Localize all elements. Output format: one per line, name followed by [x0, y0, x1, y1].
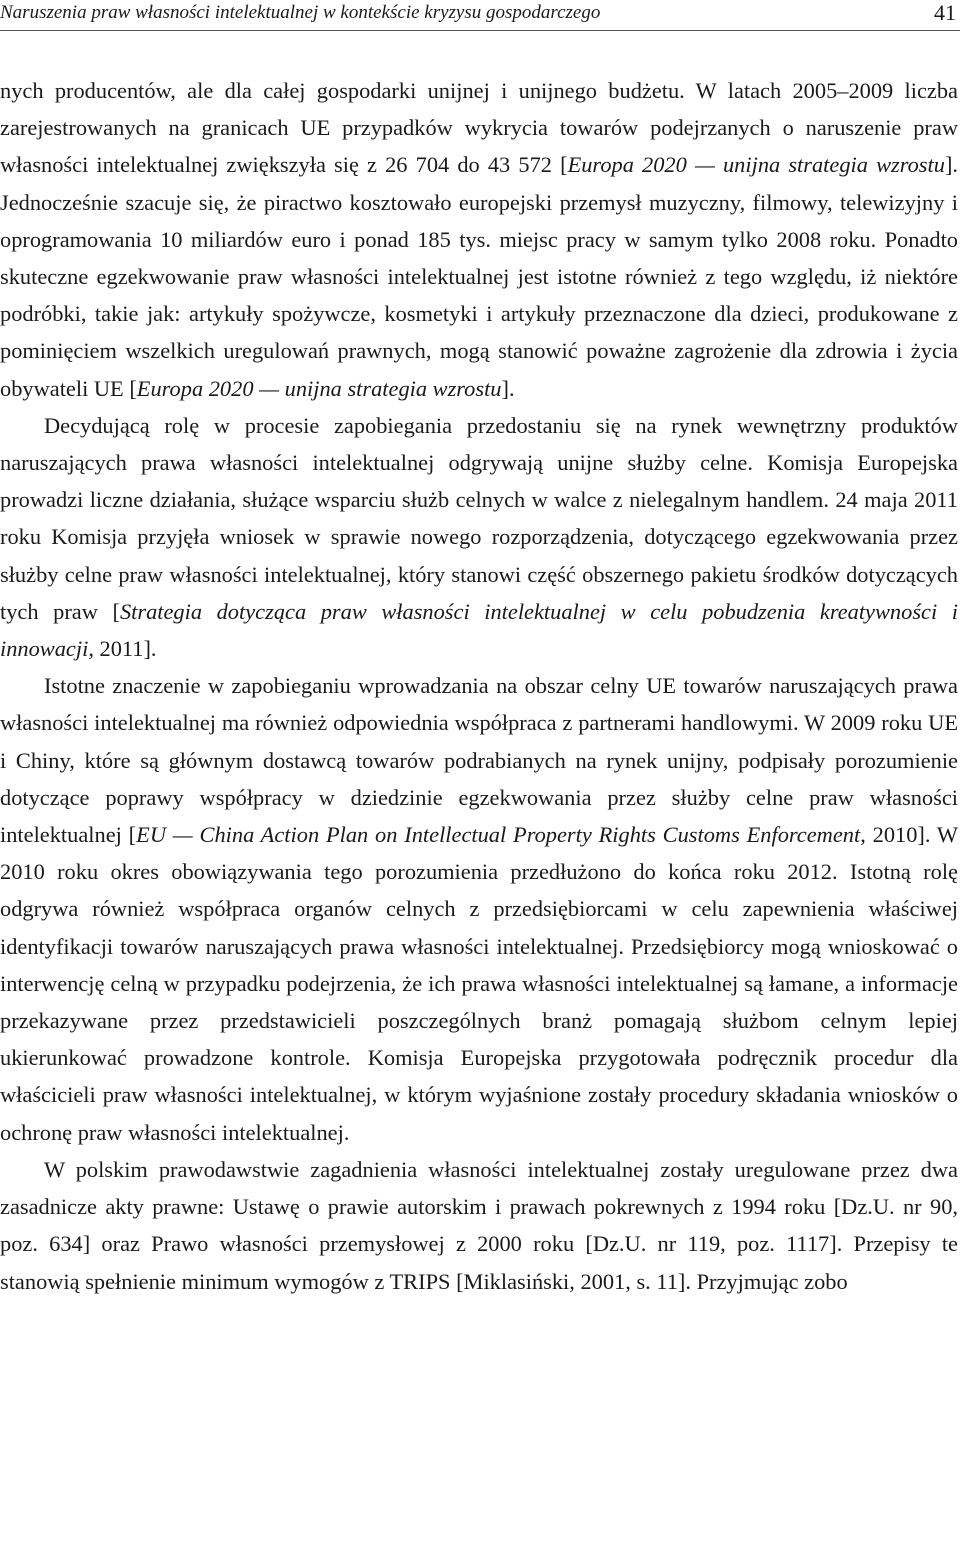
- text-run: ].: [501, 375, 515, 401]
- running-header-title: Naruszenia praw własności intelektualnej w kontekście kryzysu gospodarczego: [0, 2, 601, 23]
- text-run: ]. Jednocześnie szacuje się, że piractwo kosztowało europejski przemysł muzyczny, filmowy, telewizyjny i oprogramowania 10 miliardów euro i ponad 185 tys. miejsc pracy w samym tylko 2008 roku. Ponadto skuteczne egzekwowanie praw własności intelektualnej jest istotne również z tego względu, iż niektóre podróbki, takie jak: artykuły spożywcze, kosmetyki i artykuły przeznaczone dla dzieci, produkowane z pominięciem wszelkich uregulowań prawnych, mogą stanowić poważne zagrożenie dla zdrowia i życia obywateli UE [: [0, 152, 959, 401]
- paragraph: [0, 72, 958, 407]
- text-run: Istotne znaczenie w zapobieganiu wprowadzania na obszar celny UE towarów naruszających prawa własności intelektualnej ma również odpowiednia współpraca z partnerami handlowymi. W 2009 roku UE i Chiny, które są głównym dostawcą towarów podrabianych na rynek unijny, podpisały porozumienie dotyczące poprawy współpracy w dziedzinie egzekwowania przez służby celne praw własności intelektualnej [: [0, 673, 958, 848]
- text-run: nych producentów, ale dla całej gospodarki unijnej i unijnego budżetu. W latach 2005–2009 liczba zarejestrowanych na granicach UE przypadków wykrycia towarów podejrzanych o naruszenie praw własności intelektualnej zwiększyła się z 26 704 do 43 572 [: [0, 78, 958, 178]
- paragraph: [0, 1151, 958, 1300]
- paragraph: [0, 407, 958, 667]
- italic-citation: Strategia dotycząca praw własności intelektualnej w celu pobudzenia kreatywności i innowacji: [0, 598, 958, 662]
- body-text: [0, 72, 958, 1300]
- running-header: [0, 0, 960, 31]
- text-run: , 2010]. W 2010 roku okres obowiązywania tego porozumienia przedłużono do końca roku 2012. Istotną rolę odgrywa również współpraca organów celnych z przedsiębiorcami w celu zapewnienia właściwej identyfikacji towarów naruszających prawa własności intelektualnej. Przedsiębiorcy mogą wnioskować o interwencję celną w przypadku podejrzenia, że ich prawa własności intelektualnej są łamane, a informacje przekazywane przez przedstawicieli poszczególnych branż pomagają służbom celnym lepiej ukierunkować prowadzone kontrole. Komisja Europejska przygotowała podręcznik procedur dla właścicieli praw własności intelektualnej, w którym wyjaśnione zostały procedury składania wniosków o ochronę praw własności intelektualnej.: [0, 822, 958, 1145]
- page-number: 41: [934, 0, 956, 25]
- italic-citation: Europa 2020 — unijna strategia wzrostu: [136, 375, 502, 401]
- italic-citation: EU — China Action Plan on Intellectual Property Rights Customs Enforcement: [136, 822, 861, 848]
- text-run: , 2011].: [88, 636, 157, 662]
- italic-citation: Europa 2020 — unijna strategia wzrostu: [567, 152, 945, 178]
- text-run: Decydującą rolę w procesie zapobiegania przedostaniu się na rynek wewnętrzny produktów naruszających prawa własności intelektualnej odgrywają unijne służby celne. Komisja Europejska prowadzi liczne działania, służące wsparciu służb celnych w walce z nielegalnym handlem. 24 maja 2011 roku Komisja przyjęła wniosek w sprawie nowego rozporządzenia, dotyczącego egzekwowania przez służby celne praw własności intelektualnej, który stanowi część obszernego pakietu środków dotyczących tych praw [: [0, 412, 958, 624]
- text-run: W polskim prawodawstwie zagadnienia własności intelektualnej zostały uregulowane przez dwa zasadnicze akty prawne: Ustawę o prawie autorskim i prawach pokrewnych z 1994 roku [Dz.U. nr 90, poz. 634] oraz Prawo własności przemysłowej z 2000 roku [Dz.U. nr 119, poz. 1117]. Przepisy te stanowią spełnienie minimum wymogów z TRIPS [Miklasiński, 2001, s. 11]. Przyjmując zobo: [0, 1156, 958, 1294]
- paragraph: [0, 667, 958, 1151]
